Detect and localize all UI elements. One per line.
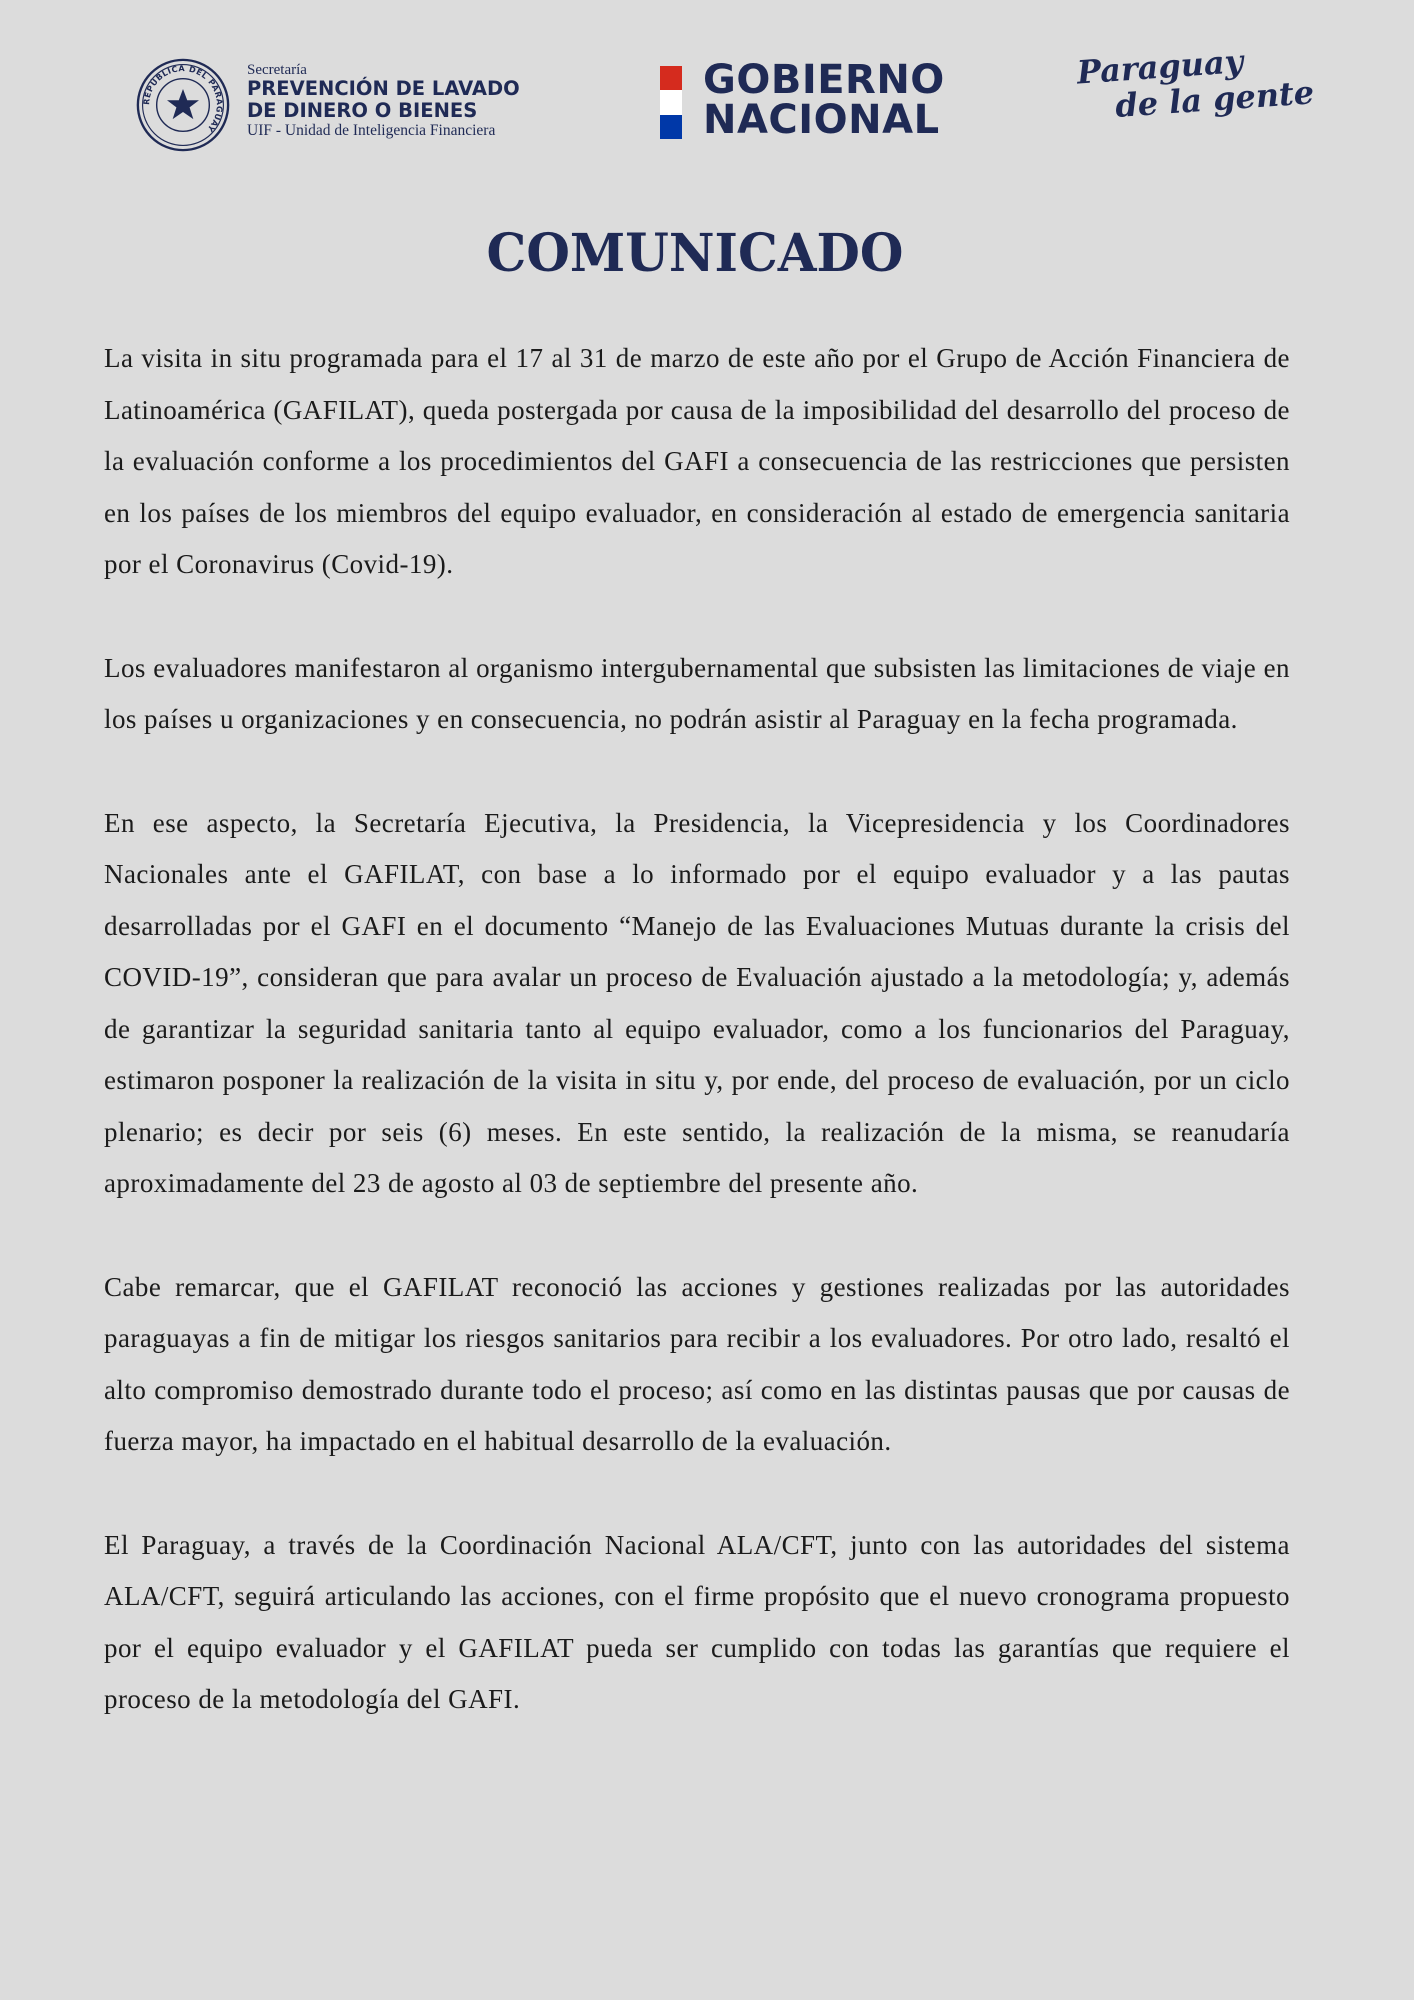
document-title: COMUNICADO <box>486 221 904 284</box>
paraguay-de-la-gente-logo <box>1075 41 1316 126</box>
paraguay-flag-icon <box>660 66 682 139</box>
paragraph: Los evaluadores manifestaron al organismo intergubernamental que subsisten las limitaciones de viaje en los países u organizaciones y en consecuencia, no podrán asistir al Paraguay en la fecha programada. <box>104 652 1290 734</box>
paragraph: Cabe remarcar, que el GAFILAT reconoció las acciones y gestiones realizadas por las autoridades paraguayas a fin de mitigar los riesgos sanitarios para recibir a los evaluadores. Por otro lado, resaltó el alto compromiso demostrado durante todo el proceso; así como en las distintas pausas que por causas de fuerza mayor, ha impactado en el habitual desarrollo de la evaluación. <box>104 1271 1290 1456</box>
paragraph: En ese aspecto, la Secretaría Ejecutiva, la Presidencia, la Vicepresidencia y los Coordinadores Nacionales ante el GAFILAT, con base a lo informado por el equipo evaluador y a las pautas desarrolladas por el GAFI en el documento “Manejo de las Evaluaciones Mutuas durante la crisis del COVID-19”, consideran que para avalar un proceso de Evaluación ajustado a la metodología; y, además de garantizar la seguridad sanitaria tanto al equipo evaluador, como a los funcionarios del Paraguay, estimaron posponer la realización de la visita in situ y, por ende, del proceso de evaluación, por un ciclo plenario; es decir por seis (6) meses. En este sentido, la realización de la misma, se reanudaría aproximadamente del 23 de agosto al 03 de septiembre del presente año. <box>104 807 1290 1198</box>
letterhead <box>0 0 1414 160</box>
slogan-line2: de la gente <box>1114 73 1316 126</box>
paragraph: La visita in situ programada para el 17 al 31 de marzo de este año por el Grupo de Acción Financiera de Latinoamérica (GAFILAT), queda postergada por causa de la imposibilidad del desarrollo del proceso de la evaluación conforme a los procedimientos del GAFI a consecuencia de las restricciones que persisten en los países de los miembros del equipo evaluador, en consideración al estado de emergencia sanitaria por el Coronavirus (Covid-19). <box>104 343 1290 579</box>
seal-logo <box>136 58 230 152</box>
seal-text: REPÚBLICA DEL PARAGUAY <box>142 64 224 134</box>
slogan-line1: Paraguay <box>1075 42 1245 92</box>
secretaria-name-line1: PREVENCIÓN DE LAVADO <box>247 77 520 100</box>
paragraph: El Paraguay, a través de la Coordinación Nacional ALA/CFT, junto con las autoridades del sistema ALA/CFT, seguirá articulando las acciones, con el firme propósito que el nuevo cronograma propuesto por el equipo evaluador y el GAFILAT pueda ser cumplido con todas las garantías que requiere el proceso de la metodología del GAFI. <box>104 1529 1290 1714</box>
secretaria-logo-text <box>247 62 547 140</box>
secretaria-small-label: Secretaría <box>247 62 307 78</box>
secretaria-uif-label: UIF - Unidad de Inteligencia Financiera <box>247 122 496 139</box>
gobierno-line2: NACIONAL <box>703 97 940 143</box>
document-body <box>104 333 1290 1778</box>
gobierno-line1: GOBIERNO <box>703 57 945 103</box>
star-icon <box>167 89 199 119</box>
secretaria-name-line2: DE DINERO O BIENES <box>247 99 478 122</box>
gobierno-nacional-logo <box>703 57 945 143</box>
